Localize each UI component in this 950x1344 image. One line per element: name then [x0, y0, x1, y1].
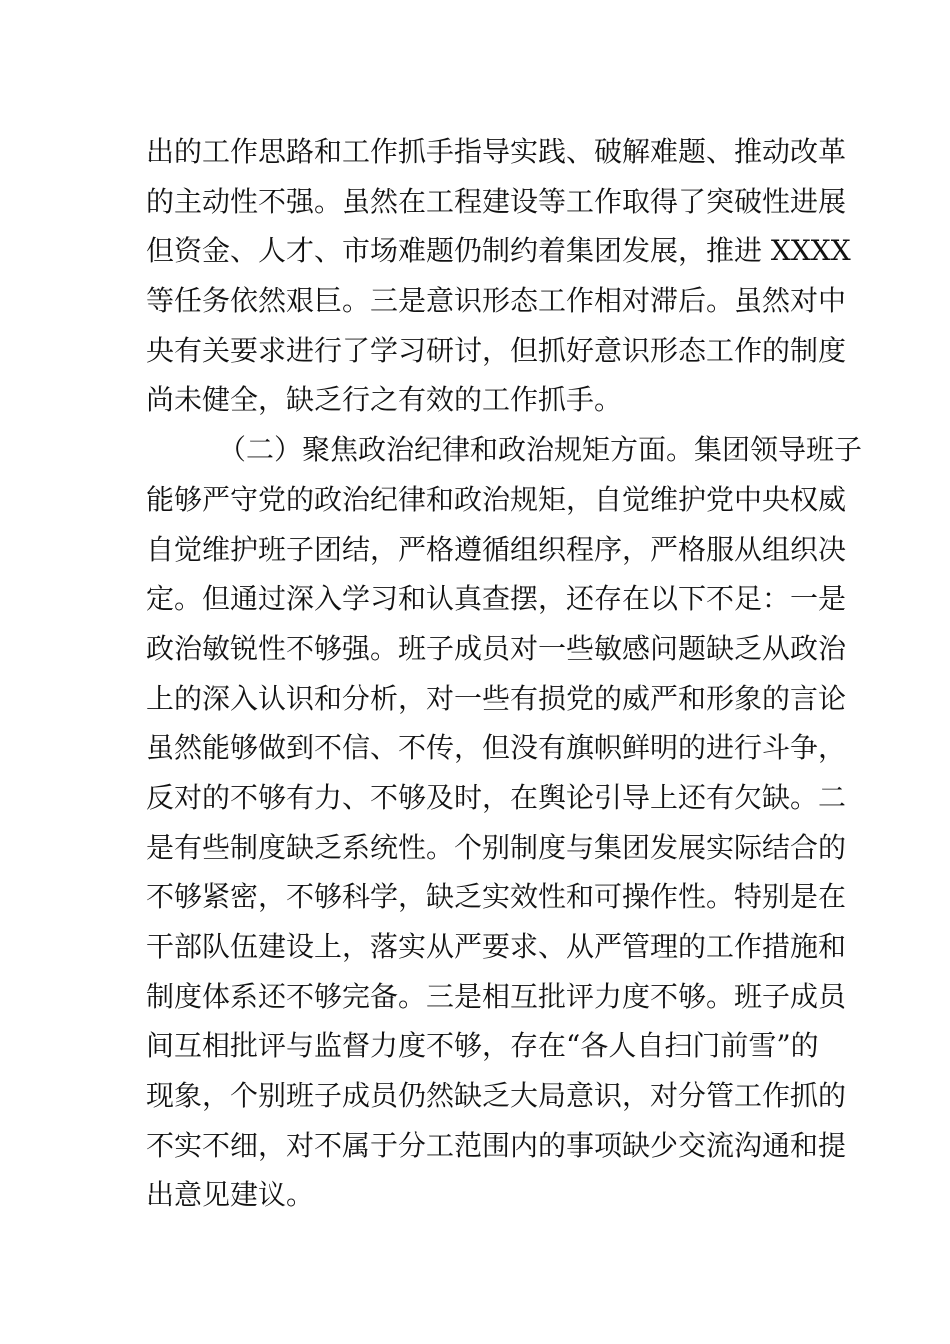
section-heading-line: （二）聚焦政治纪律和政治规矩方面。集团领导班子	[218, 433, 863, 467]
paragraph-line: 制度体系还不够完备。三是相互批评力度不够。班子成员	[146, 979, 847, 1013]
paragraph-line: 不够紧密，不够科学，缺乏实效性和可操作性。特别是在	[146, 880, 847, 914]
paragraph-line: 但资金、人才、市场难题仍制约着集团发展，推进 XXXX	[146, 234, 851, 268]
paragraph-line: 现象，个别班子成员仍然缺乏大局意识，对分管工作抓的	[146, 1079, 847, 1113]
paragraph-line: 自觉维护班子团结，严格遵循组织程序，严格服从组织决	[146, 532, 847, 566]
paragraph-line: 的主动性不强。虽然在工程建设等工作取得了突破性进展	[146, 184, 847, 218]
paragraph-line: 干部队伍建设上，落实从严要求、从严管理的工作措施和	[146, 930, 847, 963]
document-body	[146, 127, 863, 1220]
paragraph-line: 出意见建议。	[146, 1178, 315, 1212]
paragraph-line: 出的工作思路和工作抓手指导实践、破解难题、推动改革	[146, 135, 847, 168]
paragraph-line: 尚未健全，缺乏行之有效的工作抓手。	[146, 383, 623, 417]
paragraph-line: 间互相批评与监督力度不够，存在“各人自扫门前雪”的	[146, 1029, 819, 1063]
paragraph-line: 上的深入认识和分析，对一些有损党的威严和形象的言论	[146, 681, 847, 715]
paragraph-line: 政治敏锐性不够强。班子成员对一些敏感问题缺乏从政治	[146, 631, 847, 665]
paragraph-2	[146, 425, 863, 1220]
paragraph-1	[146, 127, 851, 425]
paragraph-line: 不实不细，对不属于分工范围内的事项缺少交流沟通和提	[146, 1128, 847, 1162]
paragraph-line: 央有关要求进行了学习研讨，但抓好意识形态工作的制度	[146, 333, 847, 367]
paragraph-line: 等任务依然艰巨。三是意识形态工作相对滞后。虽然对中	[146, 284, 847, 318]
paragraph-line: 能够严守党的政治纪律和政治规矩，自觉维护党中央权威	[146, 482, 847, 516]
paragraph-line: 反对的不够有力、不够及时，在舆论引导上还有欠缺。二	[146, 780, 847, 814]
paragraph-line: 是有些制度缺乏系统性。个别制度与集团发展实际结合的	[146, 830, 847, 864]
paragraph-line: 虽然能够做到不信、不传，但没有旗帜鲜明的进行斗争，	[146, 731, 847, 765]
paragraph-line: 定。但通过深入学习和认真查摆，还存在以下不足：一是	[146, 582, 847, 616]
